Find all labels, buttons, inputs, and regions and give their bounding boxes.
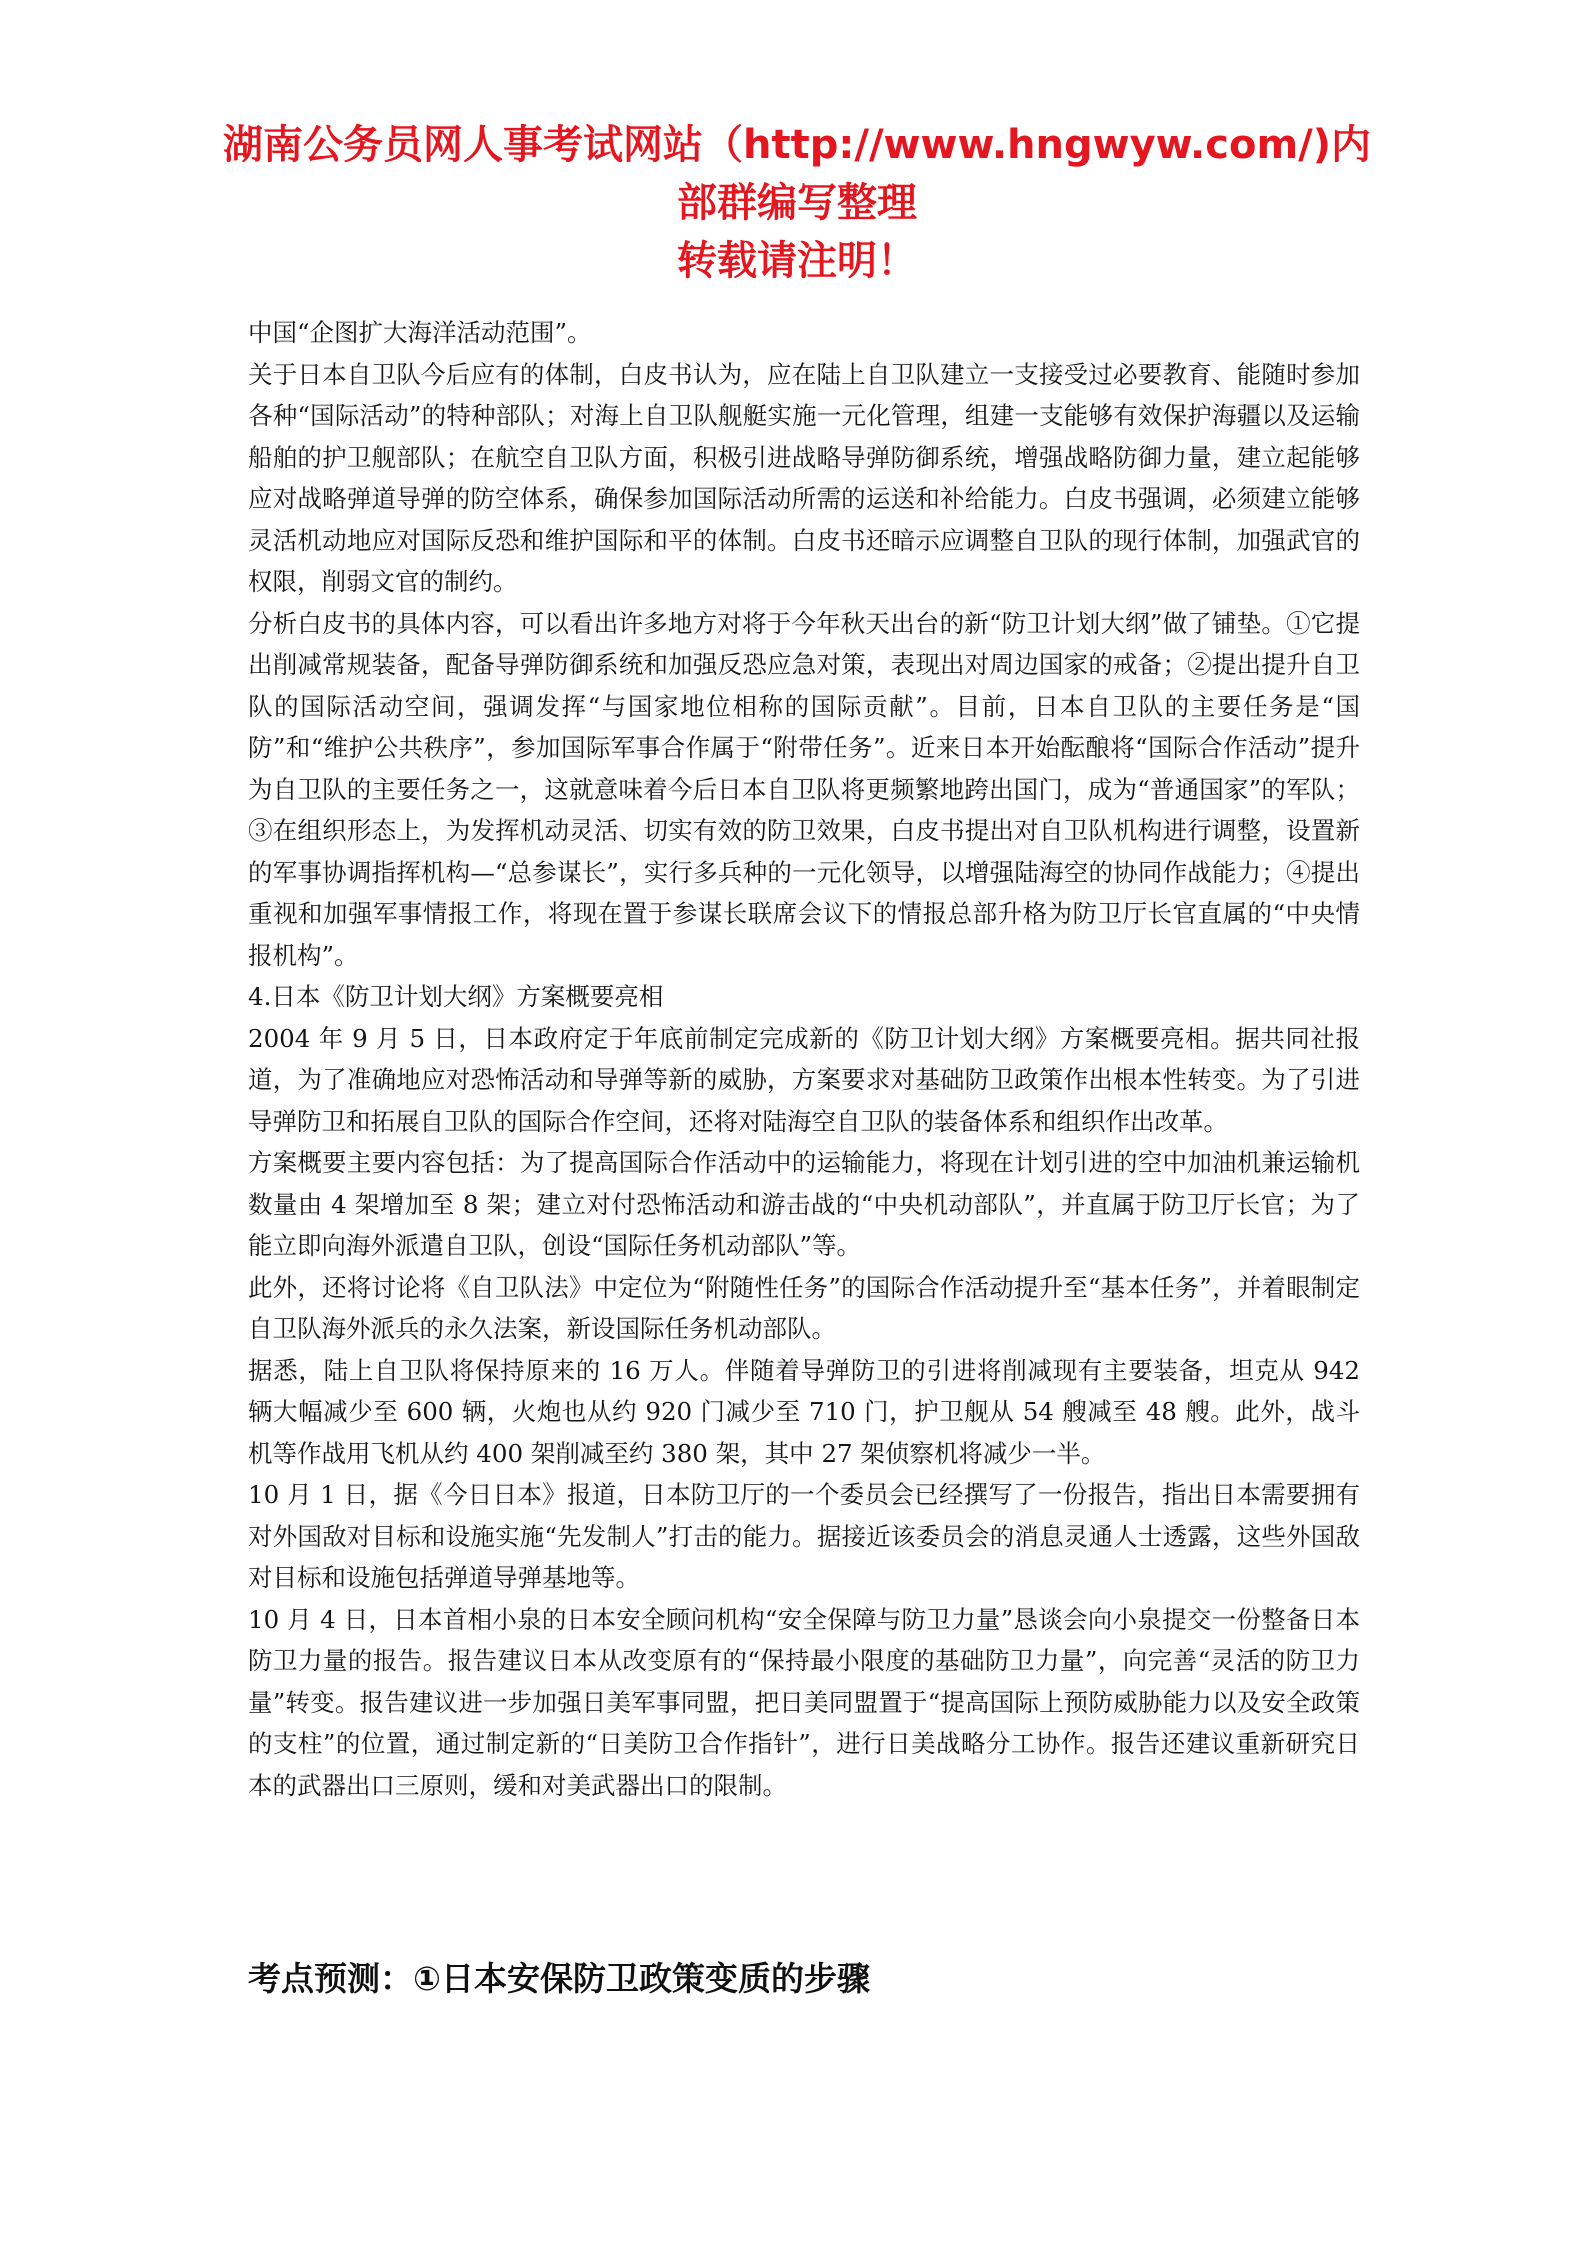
paragraph: 10 月 4 日，日本首相小泉的日本安全顾问机构“安全保障与防卫力量”恳谈会向小泉提交一份整备日本防卫力量的报告。报告建议日本从改变原有的“保持最小限度的基础防卫力量”，向完善“灵活的防卫力量”转变。报告建议进一步加强日美军事同盟，把日美同盟置于“提高国际上预防威胁能力以及安全政策的支柱”的位置，通过制定新的“日美防卫合作指针”，进行日美战略分工协作。报告还建议重新研究日本的武器出口三原则，缓和对美武器出口的限制。 [248,1604,1360,1800]
paragraph: 2004 年 9 月 5 日，日本政府定于年底前制定完成新的《防卫计划大纲》方案概要亮相。据共同社报道，为了准确地应对恐怖活动和导弹等新的威胁，方案要求对基础防卫政策作出根本性转变。为了引进导弹防卫和拓展自卫队的国际合作空间，还将对陆海空自卫队的装备体系和组织作出改革。 [248,1023,1360,1136]
paragraph: 此外，还将讨论将《自卫队法》中定位为“附随性任务”的国际合作活动提升至“基本任务”，并着眼制定自卫队海外派兵的永久法案，新设国际任务机动部队。 [248,1272,1360,1343]
site-header [180,116,1414,290]
paragraph: 关于日本自卫队今后应有的体制，白皮书认为，应在陆上自卫队建立一支接受过必要教育、能随时参加各种“国际活动”的特种部队；对海上自卫队舰艇实施一元化管理，组建一支能够有效保护海疆以及运输船舶的护卫舰部队；在航空自卫队方面，积极引进战略导弹防御系统，增强战略防御力量，建立起能够应对战略弹道导弹的防空体系，确保参加国际活动所需的运送和补给能力。白皮书强调，必须建立能够灵活机动地应对国际反恐和维护国际和平的体制。白皮书还暗示应调整自卫队的现行体制，加强武官的权限，削弱文官的制约。 [248,359,1360,596]
section-heading: 考点预测：①日本安保防卫政策变质的步骤 [248,1959,870,1998]
paragraph: 中国“企图扩大海洋活动范围”。 [248,318,592,347]
header-line-2: 部群编写整理 [677,180,917,226]
paragraph: 据悉，陆上自卫队将保持原来的 16 万人。伴随着导弹防卫的引进将削减现有主要装备，坦克从 942 辆大幅减少至 600 辆，火炮也从约 920 门减少至 710 门，护卫舰从 54 艘减至 48 艘。此外，战斗机等作战用飞机从约 400 架削减至约 380 架，其中 27 架侦察机将减少一半。 [248,1355,1360,1468]
paragraph: 分析白皮书的具体内容，可以看出许多地方对将于今年秋天出台的新“防卫计划大纲”做了铺垫。①它提出削减常规装备，配备导弹防御系统和加强反恐应急对策，表现出对周边国家的戒备；②提出提升自卫队的国际活动空间，强调发挥“与国家地位相称的国际贡献”。目前，日本自卫队的主要任务是“国防”和“维护公共秩序”，参加国际军事合作属于“附带任务”。近来日本开始酝酿将“国际合作活动”提升为自卫队的主要任务之一，这就意味着今后日本自卫队将更频繁地跨出国门，成为“普通国家”的军队；③在组织形态上，为发挥机动灵活、切实有效的防卫效果，白皮书提出对自卫队机构进行调整，设置新的军事协调指挥机构—“总参谋长”，实行多兵种的一元化领导，以增强陆海空的协同作战能力；④提出重视和加强军事情报工作，将现在置于参谋长联席会议下的情报总部升格为防卫厅长官直属的“中央情报机构”。 [248,608,1360,970]
paragraph: 10 月 1 日，据《今日日本》报道，日本防卫厅的一个委员会已经撰写了一份报告，指出日本需要拥有对外国敌对目标和设施实施“先发制人”打击的能力。据接近该委员会的消息灵通人士透露，这些外国敌对目标和设施包括弹道导弹基地等。 [248,1480,1360,1592]
paragraph: 方案概要主要内容包括：为了提高国际合作活动中的运输能力，将现在计划引进的空中加油机兼运输机数量由 4 架增加至 8 架；建立对付恐怖活动和游击战的“中央机动部队”，并直属于防卫厅长官；为了能立即向海外派遣自卫队，创设“国际任务机动部队”等。 [248,1148,1360,1260]
document-body [248,312,1360,1806]
header-line-1: 湖南公务员网人事考试网站（http://www.hngwyw.com/)内 [222,122,1372,168]
header-line-3: 转载请注明！ [677,238,917,284]
subsection-title: 4.日本《防卫计划大纲》方案概要亮相 [248,982,664,1011]
